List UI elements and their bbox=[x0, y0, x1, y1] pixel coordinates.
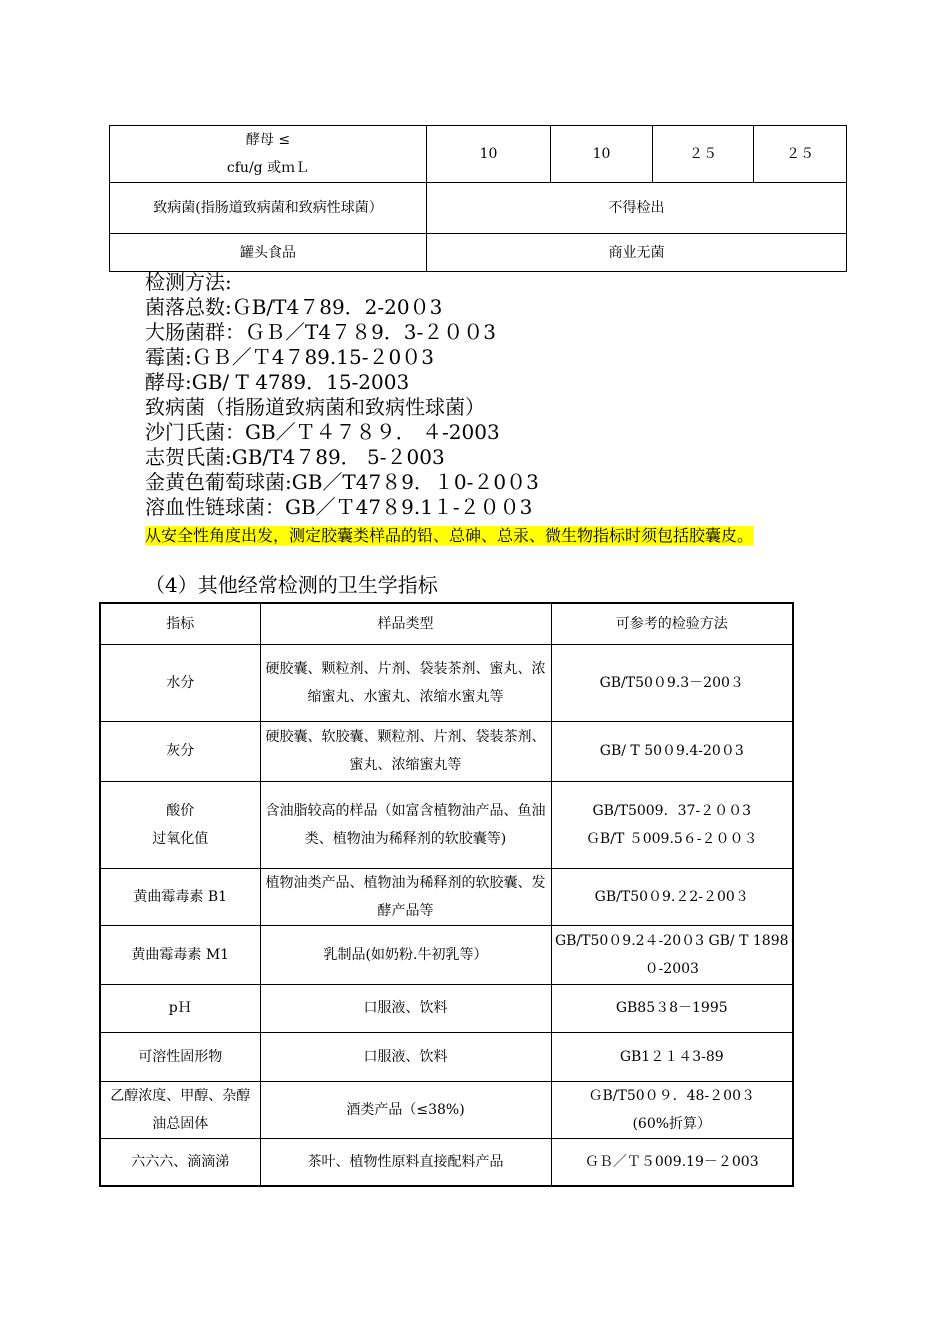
method-cell bbox=[551, 868, 793, 925]
method-text: ＧB/T50０９．48-２00３ bbox=[588, 1087, 756, 1104]
sample-type-cell: 口服液、饮料 bbox=[260, 984, 551, 1032]
microbial-limits-table bbox=[109, 125, 847, 272]
method-cell bbox=[551, 1081, 793, 1138]
method-line: 菌落总数:ＧB/T4７89．2-20０3 bbox=[145, 295, 443, 319]
sample-type-cell: 植物油类产品、植物油为稀释剂的软胶囊、发酵产品等 bbox=[260, 868, 551, 925]
method-line: 志贺氏菌:GB/T4７89． 5-２003 bbox=[145, 445, 445, 469]
sample-type-cell: 含油脂较高的样品（如富含植物油产品、鱼油类、植物油为稀释剂的软胶囊等) bbox=[260, 781, 551, 868]
indicator-text: 可溶性固形物 bbox=[138, 1048, 223, 1065]
table-cell: 10 bbox=[551, 126, 653, 183]
column-header: 可参考的检验方法 bbox=[551, 603, 793, 644]
table-row bbox=[110, 183, 847, 234]
table-row bbox=[100, 721, 793, 781]
indicator-text: 乙醇浓度、甲醇、杂醇油总固体 bbox=[110, 1087, 251, 1132]
indicator-text: 水分 bbox=[166, 674, 195, 691]
indicator-cell bbox=[100, 1081, 260, 1138]
method-text: GB/ T 50０9.4-20０3 bbox=[599, 743, 744, 759]
methods-heading: 检测方法: bbox=[145, 270, 232, 294]
table-cell: 致病菌(指肠道致病菌和致病性球菌） bbox=[110, 183, 427, 234]
table-row bbox=[100, 644, 793, 721]
table-row bbox=[100, 781, 793, 868]
table-cell: 商业无菌 bbox=[427, 234, 847, 272]
method-line: 酵母:GB/ T 4789．15-2003 bbox=[145, 370, 410, 394]
method-text: ＧＢ／Ｔ５009.19－２003 bbox=[584, 1153, 759, 1170]
section-heading: （4）其他经常检测的卫生学指标 bbox=[145, 573, 438, 597]
yeast-label: 酵母 ≤ bbox=[245, 132, 291, 148]
sample-type-cell: 硬胶囊、软胶囊、颗粒剂、片剂、袋装茶剂、蜜丸、浓缩蜜丸等 bbox=[260, 721, 551, 781]
table-row bbox=[110, 234, 847, 272]
sample-type-cell: 乳制品(如奶粉.牛初乳等） bbox=[260, 925, 551, 984]
method-line: 沙门氏菌：GB／Ｔ４７８９． ４-2003 bbox=[145, 420, 500, 444]
indicator-cell bbox=[100, 1032, 260, 1081]
sample-type-cell: 茶叶、植物性原料直接配料产品 bbox=[260, 1138, 551, 1186]
yeast-unit: cfu/g 或ｍＬ bbox=[226, 160, 310, 176]
method-cell bbox=[551, 781, 793, 868]
table-row bbox=[110, 126, 847, 183]
indicator-text: pＨ bbox=[168, 1000, 192, 1016]
method-line: 致病菌（指肠道致病菌和致病性球菌） bbox=[145, 395, 485, 419]
indicator-cell bbox=[100, 1138, 260, 1186]
indicator-cell bbox=[100, 721, 260, 781]
method-text: GB85３8－1995 bbox=[615, 1000, 728, 1016]
column-header: 指标 bbox=[100, 603, 260, 644]
method-cell bbox=[551, 644, 793, 721]
highlighted-text: 从安全性角度出发，测定胶囊类样品的铅、总砷、总汞、微生物指标时须包括胶囊皮。 bbox=[145, 526, 754, 545]
method-text: GB/T5009．37-２００3 bbox=[592, 802, 752, 819]
method-text: (60%折算） bbox=[632, 1115, 712, 1132]
method-cell bbox=[551, 1032, 793, 1081]
indicator-text: 六六六、滴滴涕 bbox=[131, 1153, 230, 1170]
sample-type-cell: 酒类产品（≤38%) bbox=[260, 1081, 551, 1138]
table-cell: 罐头食品 bbox=[110, 234, 427, 272]
hygiene-indicators-table bbox=[99, 602, 794, 1187]
indicator-text: 过氧化值 bbox=[152, 830, 209, 847]
indicator-cell bbox=[100, 925, 260, 984]
table-cell: ２５ bbox=[754, 126, 847, 183]
indicator-cell bbox=[100, 781, 260, 868]
indicator-text: 黄曲霉毒素 M1 bbox=[131, 946, 230, 963]
method-line: 金黄色葡萄球菌:GB／T47８9．１0-２0０3 bbox=[145, 470, 539, 494]
method-text: GB/T50０9.3－200３ bbox=[599, 674, 744, 691]
highlight-note bbox=[145, 524, 815, 548]
method-line: 溶血性链球菌：GB／Ｔ47８9.1１-２００3 bbox=[145, 495, 533, 519]
table-row bbox=[100, 868, 793, 925]
method-cell bbox=[551, 925, 793, 984]
method-cell bbox=[551, 1138, 793, 1186]
indicator-cell bbox=[100, 644, 260, 721]
test-methods-section bbox=[145, 270, 539, 520]
method-line: 大肠菌群：ＧＢ／T4７８9．3-２００3 bbox=[145, 320, 496, 344]
method-text: GB/T50０9.2４-20０3 GB/ T 1898０-2003 bbox=[554, 932, 789, 977]
table-row bbox=[100, 925, 793, 984]
sample-type-cell: 口服液、饮料 bbox=[260, 1032, 551, 1081]
column-header: 样品类型 bbox=[260, 603, 551, 644]
indicator-text: 酸价 bbox=[166, 802, 195, 819]
method-line: 霉菌:ＧＢ／Ｔ4７89.15-２0０3 bbox=[145, 345, 434, 369]
sample-type-cell: 硬胶囊、颗粒剂、片剂、袋装茶剂、蜜丸、浓缩蜜丸、水蜜丸、浓缩水蜜丸等 bbox=[260, 644, 551, 721]
indicator-text: 灰分 bbox=[166, 743, 195, 759]
table-row bbox=[100, 1081, 793, 1138]
method-cell bbox=[551, 721, 793, 781]
table-header-row bbox=[100, 603, 793, 644]
table-row bbox=[100, 1032, 793, 1081]
table-cell: ２５ bbox=[653, 126, 754, 183]
table-cell: 10 bbox=[427, 126, 551, 183]
table-cell: 不得检出 bbox=[427, 183, 847, 234]
method-text: GB1２１４3-89 bbox=[619, 1048, 724, 1065]
table-row bbox=[100, 1138, 793, 1186]
method-text: ＧB/T ５009.5６-２００３ bbox=[585, 830, 758, 847]
indicator-text: 黄曲霉毒素 B1 bbox=[133, 888, 228, 905]
indicator-cell bbox=[100, 984, 260, 1032]
method-text: GB/T50０9.２2-２00３ bbox=[594, 888, 749, 905]
method-cell bbox=[551, 984, 793, 1032]
table-cell bbox=[110, 126, 427, 183]
table-row bbox=[100, 984, 793, 1032]
indicator-cell bbox=[100, 868, 260, 925]
